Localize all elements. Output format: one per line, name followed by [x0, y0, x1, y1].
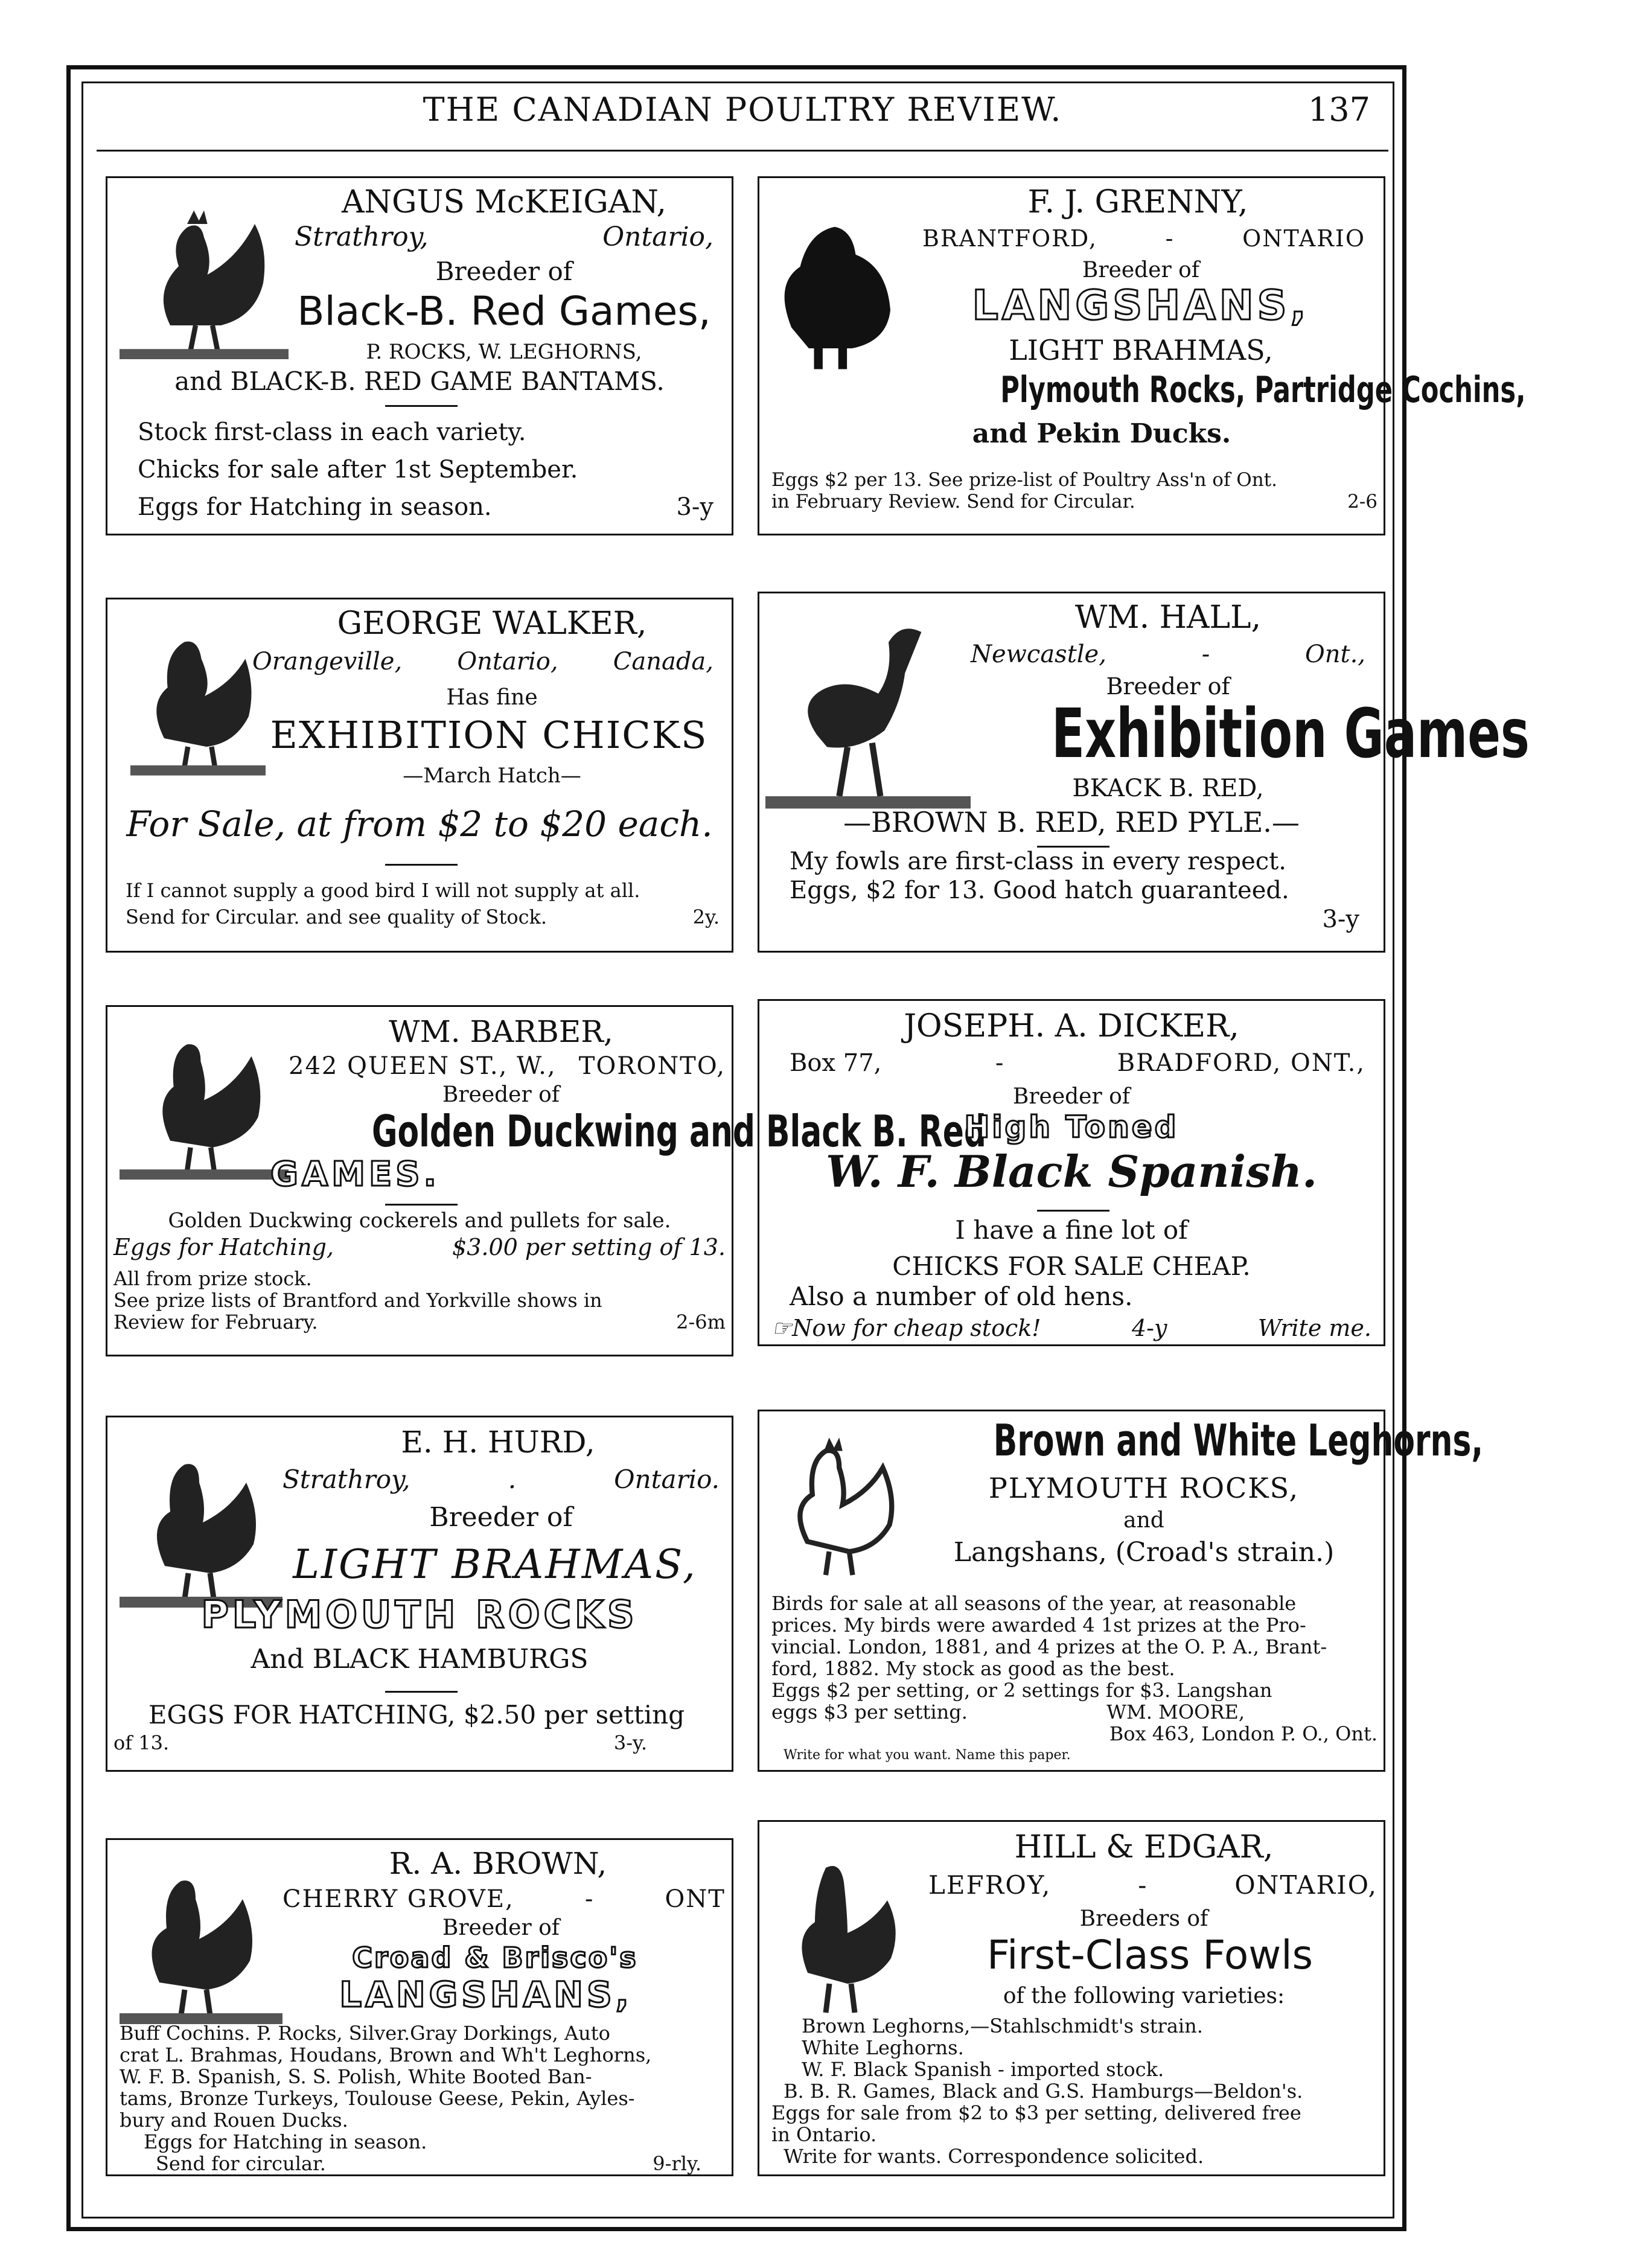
advertiser-name: WM. BARBER, — [389, 1014, 613, 1049]
province: Ont., — [1304, 640, 1365, 668]
dash: - — [1201, 640, 1210, 668]
ad-hurd — [106, 1416, 733, 1772]
headline: First-Class Fowls — [986, 1932, 1314, 1978]
body-line: B. B. R. Games, Black and G.S. Hamburgs—Beldon's. — [784, 2080, 1303, 2103]
call-to-action: Now for cheap stock! — [792, 1315, 1041, 1341]
breeders-of: Breeders of — [1079, 1906, 1208, 1931]
ad-hall — [758, 592, 1530, 953]
footer-line: Send for Circular. and see quality of Stock. — [126, 906, 547, 928]
town: BRANTFORD, — [922, 225, 1097, 252]
rooster-icon — [120, 1436, 283, 1617]
headline: Exhibition Games — [1051, 695, 1530, 773]
ad-mckeigan — [106, 176, 733, 535]
breeder-of: Breeder of — [442, 1915, 560, 1940]
body-line: W. F. Black Spanish - imported stock. — [802, 2058, 1164, 2081]
body-line: My fowls are first-class in every respect. — [790, 848, 1286, 875]
rooster-icon — [120, 1019, 289, 1188]
breeds-line: Plymouth Rocks, Partridge Cochins, — [1000, 369, 1526, 411]
tagline: Croad & Brisco's — [352, 1941, 638, 1974]
country: Canada, — [613, 648, 713, 676]
offer: For Sale, at from $2 to $20 each. — [126, 803, 713, 845]
province: Ontario, — [457, 648, 558, 676]
ad-term: 3-y — [1322, 906, 1359, 933]
signer: WM. MOORE, — [1106, 1701, 1245, 1723]
body-line: Birds for sale at all seasons of the year, at reasonable — [771, 1592, 1297, 1615]
separator — [385, 405, 458, 407]
separator — [385, 1691, 458, 1693]
body-line: Stock first-class in each variety. — [138, 418, 526, 446]
ad-term: 4-y — [1131, 1315, 1167, 1341]
footer-right: Write me. — [1257, 1315, 1371, 1341]
advertiser-name: GEORGE WALKER, — [337, 605, 647, 642]
breeds-line: and BLACK-B. RED GAME BANTAMS. — [174, 366, 665, 396]
advertiser-name: E. H. HURD, — [401, 1425, 595, 1460]
footer-line: in February Review. Send for Circular. — [771, 491, 1135, 513]
game-cock-icon — [771, 1846, 916, 2027]
headline: Golden Duckwing and Black B. Red — [371, 1106, 986, 1157]
breeds-line: and Pekin Ducks. — [972, 418, 1231, 449]
subheadline: —March Hatch— — [403, 764, 581, 788]
breeder-of: Breeder of — [442, 1082, 560, 1107]
address: Box 463, London P. O., Ont. — [1109, 1722, 1377, 1745]
body-line: Also a number of old hens. — [790, 1282, 1133, 1311]
body-line: Golden Duckwing cockerels and pullets for sale. — [168, 1209, 671, 1233]
ad-moore — [758, 1410, 1484, 1772]
body-line: tams, Bronze Turkeys, Toulouse Geese, Pekin, Ayles- — [120, 2087, 635, 2110]
eggs-price: $3.00 per setting of 13. — [452, 1234, 726, 1260]
body-line: Eggs for Hatching in season. — [144, 2130, 427, 2153]
breeder-of: Breeder of — [1106, 673, 1230, 700]
ad-walker — [106, 598, 733, 953]
advertiser-name: F. J. GRENNY, — [1027, 184, 1248, 220]
town: Newcastle, — [971, 640, 1106, 668]
headline: GAMES. — [270, 1155, 440, 1194]
running-header — [97, 91, 1388, 145]
footer-line: of 13. — [113, 1731, 170, 1754]
city: BRADFORD, ONT., — [1117, 1049, 1365, 1077]
ad-dicker — [758, 999, 1385, 1346]
body-line: in Ontario. — [771, 2123, 877, 2146]
footer-note: Write for what you want. Name this paper. — [784, 1748, 1071, 1763]
town: Strathroy, — [283, 1465, 410, 1494]
headline: Black-B. Red Games, — [297, 288, 711, 334]
town: CHERRY GROVE, — [283, 1885, 514, 1913]
province: ONTARIO, — [1234, 1870, 1377, 1900]
body-line: vincial. London, 1881, and 4 prizes at the O. P. A., Brant- — [771, 1635, 1327, 1658]
eggs-label: Eggs for Hatching, — [113, 1234, 334, 1260]
has-fine: Has fine — [446, 685, 538, 710]
province: ONT — [665, 1885, 726, 1913]
town: Orangeville, — [252, 648, 403, 676]
dash: - — [995, 1049, 1004, 1077]
body-line: Eggs, $2 for 13. Good hatch guaranteed. — [790, 877, 1289, 904]
advertiser-name: WM. HALL, — [1074, 599, 1262, 636]
subheadline: of the following varieties: — [1003, 1984, 1285, 2008]
advertiser-name: ANGUS McKEIGAN, — [341, 184, 667, 220]
footer-line: EGGS FOR HATCHING, $2.50 per setting — [148, 1700, 685, 1730]
address: 242 QUEEN ST., W., — [289, 1052, 557, 1080]
body-line: Eggs $2 per setting, or 2 settings for $3. Langshan — [771, 1679, 1272, 1702]
city: TORONTO, — [578, 1052, 726, 1080]
page-number: 137 — [1307, 91, 1370, 129]
body-line: White Leghorns. — [802, 2036, 964, 2059]
body-line: prices. My birds were awarded 4 1st prizes at the Pro- — [771, 1614, 1306, 1637]
ad-term: 3-y. — [613, 1731, 647, 1754]
body-line: Eggs for Hatching in season. — [138, 493, 492, 521]
body-line: Eggs for sale from $2 to $3 per setting, delivered free — [771, 2101, 1301, 2124]
footer-line: Review for February. — [113, 1311, 318, 1334]
footer-line: All from prize stock. — [113, 1267, 312, 1290]
header-rule — [97, 150, 1388, 152]
breeder-of: Breeder of — [1082, 258, 1200, 283]
body-line: eggs $3 per setting. — [771, 1701, 968, 1723]
town: LEFROY, — [928, 1870, 1052, 1900]
ad-term: 9-rly. — [653, 2152, 701, 2175]
body-line: crat L. Brahmas, Houdans, Brown and Wh't Leghorns, — [120, 2043, 652, 2066]
pointing-hand-icon: ☞ — [771, 1315, 793, 1341]
breeds-line: LIGHT BRAHMAS, — [1009, 334, 1273, 366]
hen-icon — [765, 202, 904, 383]
advertiser-name: HILL & EDGAR, — [1014, 1829, 1274, 1865]
headline: EXHIBITION CHICKS — [270, 713, 708, 757]
body-line: Buff Cochins. P. Rocks, Silver.Gray Dorkings, Auto — [120, 2022, 610, 2045]
headline: W. F. Black Spanish. — [825, 1146, 1318, 1197]
headline: PLYMOUTH ROCKS — [201, 1592, 638, 1637]
headline: LIGHT BRAHMAS, — [293, 1541, 697, 1588]
body-line: bury and Rouen Ducks. — [120, 2109, 348, 2132]
body-line: Brown Leghorns,—Stahlschmidt's strain. — [802, 2014, 1203, 2037]
breeds-line: And BLACK HAMBURGS — [251, 1644, 589, 1675]
breeds-line: PLYMOUTH ROCKS, — [988, 1472, 1300, 1504]
ad-term: 2-6m — [676, 1311, 726, 1334]
headline: LANGSHANS, — [339, 1974, 633, 2015]
breeds-line: P. ROCKS, W. LEGHORNS, — [366, 340, 642, 364]
separator — [385, 864, 458, 866]
footer-line: If I cannot supply a good bird I will not supply at all. — [126, 879, 640, 902]
breeds-line: BKACK B. RED, — [1072, 775, 1264, 802]
dash: - — [1165, 225, 1175, 252]
leghorn-icon — [765, 1423, 916, 1592]
headline: Brown and White Leghorns, — [993, 1415, 1484, 1466]
ad-brown — [106, 1838, 733, 2176]
breeder-of: Breeder of — [1012, 1084, 1131, 1109]
ad-term: 2y. — [692, 906, 720, 928]
body-line: Send for circular. — [156, 2152, 326, 2175]
ad-term: 2-6 — [1347, 491, 1377, 513]
breeder-of: Breeder of — [429, 1502, 573, 1533]
body-line: ford, 1882. My stock as good as the best. — [771, 1657, 1175, 1680]
footer-left — [771, 1315, 1041, 1341]
body-line: CHICKS FOR SALE CHEAP. — [892, 1251, 1251, 1281]
journal-title: THE CANADIAN POULTRY REVIEW. — [423, 91, 1062, 129]
breeder-of: Breeder of — [435, 257, 573, 286]
headline: LANGSHANS, — [972, 282, 1310, 330]
breeds-line: —BROWN B. RED, RED PYLE.— — [843, 806, 1300, 839]
footer-line: Eggs $2 per 13. See prize-list of Poultry Ass'n of Ont. — [771, 469, 1277, 491]
ad-hill-edgar — [758, 1820, 1385, 2176]
advertiser-name: JOSEPH. A. DICKER, — [904, 1008, 1239, 1044]
rooster-icon — [120, 190, 289, 359]
town: Strathroy, — [295, 222, 429, 252]
separator — [385, 1204, 458, 1206]
footer-line: See prize lists of Brantford and Yorkville shows in — [113, 1289, 602, 1312]
dot: . — [508, 1465, 517, 1494]
province: Ontario. — [614, 1465, 720, 1494]
box: Box 77, — [790, 1049, 882, 1077]
body-line: Write for wants. Correspondence solicited. — [784, 2145, 1204, 2168]
province: Ontario, — [602, 222, 713, 252]
separator — [1037, 1210, 1109, 1212]
breeds-line: Langshans, (Croad's strain.) — [953, 1537, 1335, 1568]
ad-term: 3-y — [676, 493, 713, 521]
body-line: I have a fine lot of — [955, 1215, 1188, 1245]
body-line: Chicks for sale after 1st September. — [138, 456, 578, 484]
dash: - — [584, 1885, 595, 1913]
advertiser-name: R. A. BROWN, — [389, 1846, 607, 1881]
body-line: W. F. B. Spanish, S. S. Polish, White Booted Ban- — [120, 2065, 592, 2088]
tagline: High Toned — [964, 1110, 1179, 1145]
province: ONTARIO — [1242, 225, 1365, 252]
ad-grenny — [758, 176, 1526, 535]
connector: and — [1123, 1508, 1164, 1533]
game-cock-icon — [765, 605, 971, 823]
dash: - — [1138, 1870, 1148, 1900]
